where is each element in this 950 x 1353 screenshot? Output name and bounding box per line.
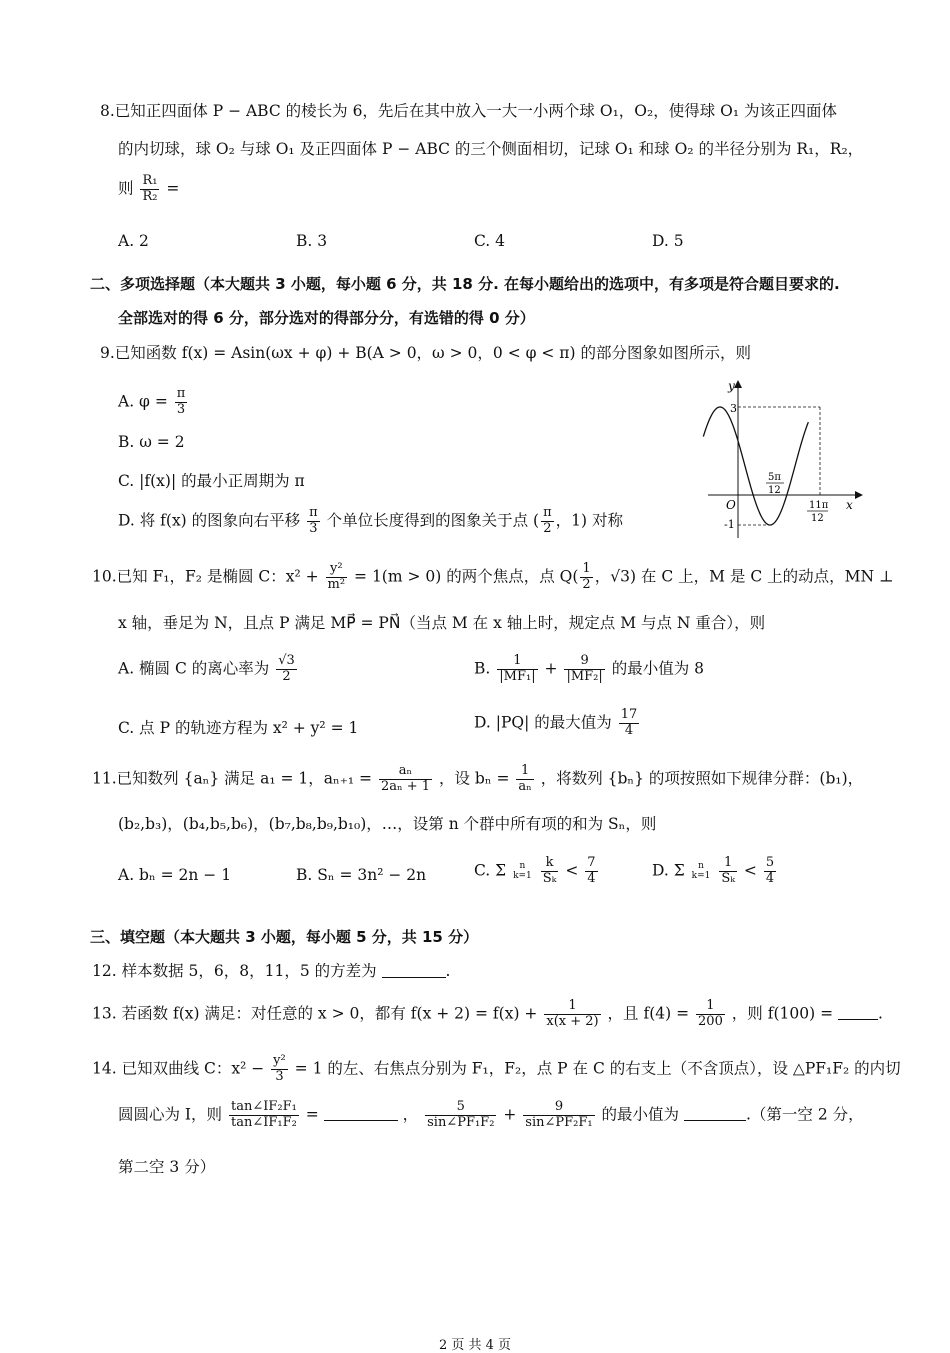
q10-d-num: 17 xyxy=(620,707,638,722)
graph-y-max-label: 3 xyxy=(730,402,737,415)
q9-d-fraction xyxy=(307,506,320,537)
q10-a-num: √3 xyxy=(278,653,295,668)
q10-b-fraction1 xyxy=(497,654,537,685)
q10-b-num2: 9 xyxy=(564,654,604,670)
q13-pre: 13. 若函数 f(x) 满足：对任意的 x > 0，都有 f(x + 2) = f(x) + xyxy=(92,1004,538,1023)
q9-option-a xyxy=(118,387,189,418)
q10-a-pre: A. 椭圆 C 的离心率为 xyxy=(118,659,270,678)
q12-answer-blank[interactable] xyxy=(382,963,446,978)
q9-a-den: 3 xyxy=(176,401,186,417)
q14-tan-fraction xyxy=(229,1100,299,1131)
q13-fraction1 xyxy=(544,999,600,1030)
q8-line2: 的内切球，球 O₂ 与球 O₁ 及正四面体 P − ABC 的三个侧面相切，记球 O₁ 和球 O₂ 的半径分别为 R₁，R₂， xyxy=(118,140,864,158)
q12-end: . xyxy=(445,962,451,980)
q10-b-post: 的最小值为 8 xyxy=(611,659,704,678)
q8-option-c: C. 4 xyxy=(474,232,506,250)
q14-plus: + xyxy=(503,1105,517,1124)
q11-d-sigma: D. Σ xyxy=(652,861,685,880)
q11-l1-mid: ，设 bₙ = xyxy=(438,769,510,788)
q11-option-c xyxy=(474,856,600,887)
q14-l2-pre: 圆圆心为 I，则 xyxy=(118,1105,223,1124)
graph-sine-curve xyxy=(703,407,808,525)
q9-function-graph xyxy=(700,378,870,543)
q10-option-b xyxy=(474,654,704,685)
q14-l1-num: y² xyxy=(273,1053,286,1068)
q8-ratio-num: R₁ xyxy=(142,173,158,188)
q12 xyxy=(92,962,450,981)
section2-heading-cont: 全部选对的得 6 分，部分选对的得部分分，有选错的得 0 分） xyxy=(118,309,535,327)
q11-l1-post: ，将数列 {bₙ} 的项按照如下规律分群：(b₁)， xyxy=(540,769,864,788)
q14-sin-fraction1 xyxy=(425,1100,496,1131)
section3-heading: 三、填空题（本大题共 3 小题，每小题 5 分，共 15 分） xyxy=(90,928,479,946)
q10-b-num1: 1 xyxy=(497,654,537,670)
q9-d-pden: 2 xyxy=(543,520,552,536)
q9-stem: 9.已知函数 f(x) = Asin(ωx + φ) + B(A > 0，ω > 0，0 < φ < π) 的部分图象如图所示，则 xyxy=(100,344,751,362)
q14-sin-fraction2 xyxy=(523,1100,594,1131)
q14-line1 xyxy=(92,1054,901,1085)
q9-option-d xyxy=(118,506,623,537)
q11-c-lt: < xyxy=(565,861,579,880)
q10-l1-num: y² xyxy=(326,562,348,578)
q8-option-b: B. 3 xyxy=(296,232,328,250)
q12-text: 12. 样本数据 5，6，8，11，5 的方差为 xyxy=(92,962,377,980)
q11-d-num: 1 xyxy=(719,856,737,872)
q9-d-paren: ( xyxy=(533,511,540,530)
q11-c-sigma: C. Σ xyxy=(474,861,507,880)
q10-option-d xyxy=(474,708,641,739)
q14-line2 xyxy=(118,1100,864,1131)
q8-line3 xyxy=(118,174,179,205)
q11-c-bound-den: 4 xyxy=(587,870,596,886)
q10-a-den: 2 xyxy=(282,668,291,684)
q14-tan-num: tan∠IF₂F₁ xyxy=(231,1099,297,1114)
q9-d-num: π xyxy=(309,505,318,520)
q8-equals: = xyxy=(166,179,180,198)
q10-b-pre: B. xyxy=(474,659,491,678)
q14-sin-num1: 5 xyxy=(425,1100,496,1116)
q9-d-post: ，1) 对称 xyxy=(555,511,623,530)
q11-c-fraction xyxy=(541,856,559,887)
q13-num2: 1 xyxy=(696,999,725,1015)
q9-d-point-fraction xyxy=(541,506,554,537)
graph-y-min-label: -1 xyxy=(724,518,735,531)
q11-d-bound xyxy=(764,856,776,887)
q9-a-num: π xyxy=(176,386,186,401)
q8-line1: 8.已知正四面体 P − ABC 的棱长为 6，先后在其中放入一大一小两个球 O₁，O₂，使得球 O₁ 为该正四面体 xyxy=(100,102,837,120)
q14-hyperbola-fraction xyxy=(271,1054,288,1085)
q10-option-a xyxy=(118,654,299,685)
q10-q-fraction xyxy=(580,562,592,593)
q11-option-d xyxy=(652,856,778,887)
q14-sin-den1: sin∠PF₁F₂ xyxy=(427,1114,495,1130)
q11-c-bound xyxy=(585,856,597,887)
graph-y-label: y xyxy=(728,379,735,393)
q10-l1-post: ，√3) 在 C 上，M 是 C 上的动点，MN ⊥ xyxy=(594,567,894,586)
q13-post: ，则 f(100) = xyxy=(731,1004,834,1023)
q9-option-b: B. ω = 2 xyxy=(118,433,185,451)
q11-c-bound-num: 7 xyxy=(587,855,596,870)
q10-b-den1: |MF₁| xyxy=(499,668,536,684)
q14-l1-den: 3 xyxy=(275,1068,284,1084)
q11-d-sum-bot: k=1 xyxy=(691,871,711,882)
q14-blank1[interactable] xyxy=(324,1106,398,1121)
graph-x1-den: 12 xyxy=(768,485,781,496)
q11-rec-den: 2aₙ + 1 xyxy=(380,778,431,794)
q13-num1: 1 xyxy=(544,999,600,1015)
q11-d-bound-num: 5 xyxy=(765,855,775,870)
q9-option-c: C. |f(x)| 的最小正周期为 π xyxy=(118,472,305,490)
graph-x-arrow xyxy=(855,491,863,499)
q11-c-sum-limits xyxy=(513,861,532,881)
q11-c-sum-top: n xyxy=(519,861,526,872)
q8-option-a: A. 2 xyxy=(118,232,149,250)
q10-line1 xyxy=(92,562,894,593)
q13-fraction2 xyxy=(696,999,725,1030)
q10-l1-mid: = 1(m > 0) 的两个焦点，点 Q( xyxy=(354,567,579,586)
q8-ratio-fraction xyxy=(140,174,159,205)
q11-c-den: Sₖ xyxy=(542,870,557,886)
q11-d-lt: < xyxy=(743,861,757,880)
q10-option-c: C. 点 P 的轨迹方程为 x² + y² = 1 xyxy=(118,719,359,737)
q10-q-den: 2 xyxy=(582,576,591,592)
graph-x1-num: 5π xyxy=(768,472,781,483)
q8-option-d: D. 5 xyxy=(652,232,684,250)
q14-sin-num2: 9 xyxy=(523,1100,594,1116)
q14-l1-pre: 14. 已知双曲线 C：x² − xyxy=(92,1059,265,1078)
q13-end: . xyxy=(878,1004,883,1023)
q11-d-fraction xyxy=(719,856,737,887)
q9-d-pre: D. 将 f(x) 的图象向右平移 xyxy=(118,511,301,530)
q14-l2-post: 的最小值为 xyxy=(601,1105,680,1124)
q11-b-den: aₙ xyxy=(518,778,532,794)
q11-option-b: B. Sₙ = 3n² − 2n xyxy=(296,866,427,884)
q11-recurrence-fraction xyxy=(379,764,432,795)
q10-b-plus: + xyxy=(544,659,558,678)
q11-l1-pre: 11.已知数列 {aₙ} 满足 a₁ = 1，aₙ₊₁ = xyxy=(92,769,373,788)
q14-comma: ， xyxy=(402,1105,419,1124)
q10-d-fraction xyxy=(619,708,640,739)
q11-d-sum-limits xyxy=(692,861,711,881)
q13-den1: x(x + 2) xyxy=(546,1013,599,1029)
q8-then: 则 xyxy=(118,179,134,198)
q11-b-fraction xyxy=(516,764,533,795)
q10-q-num: 1 xyxy=(582,561,591,576)
q10-d-den: 4 xyxy=(624,722,634,738)
q11-d-sum-top: n xyxy=(698,861,704,872)
q11-d-bound-den: 4 xyxy=(765,870,775,886)
q11-c-num: k xyxy=(541,856,559,872)
q14-line3: 第二空 3 分） xyxy=(118,1158,216,1176)
q11-b-num: 1 xyxy=(516,764,533,780)
q9-a-label: A. φ = xyxy=(118,392,168,411)
q14-tan-den: tan∠IF₁F₂ xyxy=(231,1114,297,1130)
q14-l2-end: .（第一空 2 分， xyxy=(746,1105,864,1124)
q11-line2: (b₂,b₃)，(b₄,b₅,b₆)，(b₇,b₈,b₉,b₁₀)，…，设第 n 个群中所有项的和为 Sₙ，则 xyxy=(118,815,657,833)
section2-heading: 二、多项选择题（本大题共 3 小题，每小题 6 分，共 18 分. 在每小题给出的选项中，有多项是符合题目要求的. xyxy=(90,275,840,293)
q13-answer-blank[interactable] xyxy=(838,1005,878,1020)
q10-d-pre: D. |PQ| 的最大值为 xyxy=(474,713,612,732)
q10-line2: x 轴，垂足为 N，且点 P 满足 MP⃗ = PN⃗（当点 M 在 x 轴上时，规定点 M 与点 N 重合），则 xyxy=(118,614,766,632)
q11-d-den: Sₖ xyxy=(721,870,735,886)
q8-ratio-den: R₂ xyxy=(142,188,158,204)
q14-sin-den2: sin∠PF₂F₁ xyxy=(525,1114,593,1130)
q10-ellipse-fraction xyxy=(326,562,348,593)
graph-x2-num: 11π xyxy=(809,500,829,511)
q10-b-den2: |MF₂| xyxy=(566,668,603,684)
q11-rec-num: aₙ xyxy=(379,764,432,780)
q14-blank2[interactable] xyxy=(684,1106,746,1121)
graph-y-arrow xyxy=(734,380,742,388)
q9-d-pnum: π xyxy=(543,505,552,520)
graph-x-label: x xyxy=(846,498,853,512)
q9-a-fraction xyxy=(175,387,188,418)
q13-den2: 200 xyxy=(698,1013,723,1029)
q10-b-fraction2 xyxy=(564,654,604,685)
page-footer: 2 页 共 4 页 xyxy=(438,1338,512,1353)
q14-l1-post: = 1 的左、右焦点分别为 F₁，F₂，点 P 在 C 的右支上（不含顶点），设 △PF₁F₂ 的内切 xyxy=(294,1059,901,1078)
q11-c-sum-bot: k=1 xyxy=(513,871,532,882)
q13 xyxy=(92,999,883,1030)
graph-x2-den: 12 xyxy=(811,513,824,524)
q10-l1-den: m² xyxy=(327,576,346,592)
graph-origin-label: O xyxy=(726,498,736,512)
q9-d-mid: 个单位长度得到的图象关于点 xyxy=(326,511,529,530)
q11-option-a: A. bₙ = 2n − 1 xyxy=(118,866,232,884)
q10-a-fraction xyxy=(276,654,297,685)
q14-eq: = xyxy=(305,1105,319,1124)
q9-d-den: 3 xyxy=(309,520,318,536)
q10-l1-pre: 10.已知 F₁，F₂ 是椭圆 C：x² + xyxy=(92,567,319,586)
q11-line1 xyxy=(92,764,863,795)
q13-mid: ，且 f(4) = xyxy=(607,1004,690,1023)
